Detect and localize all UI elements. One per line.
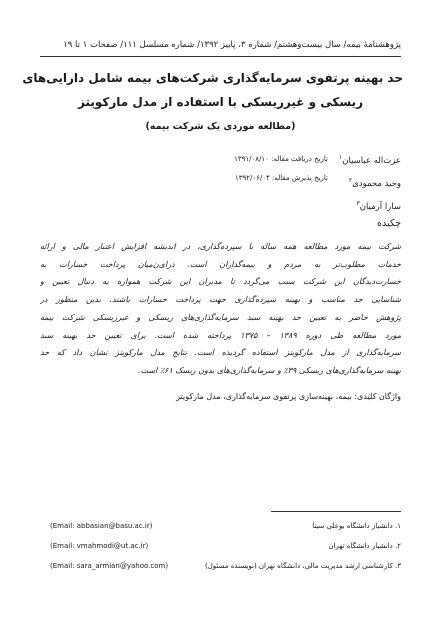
author-1: عزت‌اله عباسیان$^۱$ (339, 154, 401, 166)
abstract-heading: چکیده (377, 218, 401, 229)
email-2: (Email: vmahmodi@ut.ac.ir) (50, 542, 149, 550)
keywords: واژگان کلیدی: بیمه، بهینه‌سازی پرتفوی سرمایه‌گذاری، مدل مارکویتز (176, 392, 401, 401)
title-line-1: حد بهینه پرتفوی سرمایه‌گذاری شرکت‌های بیمه شامل دارایی‌های (22, 71, 403, 85)
author-3: سارا آرمیان$^۳$ (356, 199, 401, 212)
email-1: (Email: abbasian@basu.ac.ir) (50, 522, 153, 530)
abstract-line: سرمایه‌گذاری از مدل مارکویتز استفاده گردیده است. نتایج مدل مارکویتز نشان داد که حد (40, 348, 401, 358)
footnote-1: ۱. دانشیار دانشگاه بوعلی سینا (312, 522, 401, 530)
footnote-2: ۲. دانشیار دانشگاه تهران (328, 542, 401, 550)
abstract-line: مورد مطالعه طی دوره ۱۳۸۹ – ۱۳۷۵ پرداخته شده است. برای تعیین حد بهینه سبد (40, 330, 401, 340)
title-line-3: (مطالعه موردی یک شرکت بیمه) (145, 121, 296, 132)
title-line-2: ریسکی و غیرریسکی با استفاده از مدل مارکویتز (78, 95, 363, 109)
header-rule (40, 56, 401, 57)
journal-header: پژوهشنامهٔ بیمه/ سال بیست‌وهشتم/ شماره ۳، پاییز ۱۳۹۲/ شماره مسلسل ۱۱۱/ صفحات ۱ تا ۱۹ (63, 40, 401, 50)
accepted-date: تاریخ پذیرش مقاله: ۱۳۹۲/۰۶/۰۴ (234, 174, 328, 182)
abstract-line: پژوهش حاضر به تعیین حد بهینه سبد سرمایه‌گذاری‌های ریسکی و غیرریسکی شرکت بیمه (40, 312, 401, 322)
footnote-rule (271, 511, 401, 512)
abstract-line: بهینه سرمایه‌گذاری‌های ریسکی ۳۹٪ و سرمایه‌گذاری‌های بدون ریسک ۶۱٪ است. (137, 365, 401, 375)
footnote-3: ۳. کارشناسی ارشد مدیریت مالی، دانشگاه تهران (نویسنده مسئول) (204, 562, 401, 570)
author-2: وحید محمودی$^۲$ (348, 176, 401, 189)
article-dates (208, 150, 328, 188)
abstract-line: شرکت بیمه مورد مطالعه همه ساله با سپرده‌گذاری، در اندیشه افزایش اعتبار مالی و ارائه (40, 242, 401, 251)
received-date: تاریخ دریافت مقاله: ۱۳۹۱/۰۸/۱۰ (234, 155, 328, 163)
abstract-body (40, 238, 401, 380)
abstract-line: شناسایی حد مناسب و بهینه سپرده‌گذاری جهت پرداخت خسارات باشند. بدین منظور در (40, 295, 401, 305)
abstract-line: خسارت‌دیدگان این شرکت سبب می‌گردد تا مدیران این شرکت همواره به دنبال تعیین و (40, 277, 401, 287)
email-3: (Email: sara_armian@yahoo.com) (50, 562, 169, 570)
abstract-line: خدمات مطلوب‌تر به مردم و بیمه‌گذاران است. درای‌ن‌میان پرداخت خسارات به (40, 259, 401, 269)
